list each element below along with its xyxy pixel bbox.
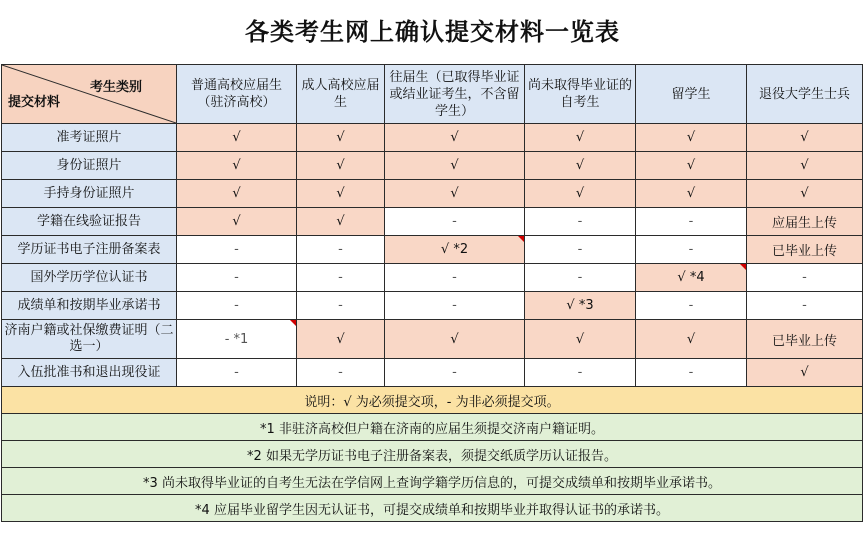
table-cell: √ — [747, 124, 863, 152]
table-cell: - — [385, 292, 525, 320]
table-row — [2, 292, 863, 320]
table-cell: √ — [525, 152, 636, 180]
table-cell: - — [297, 292, 385, 320]
table-cell: - — [385, 264, 525, 292]
row-label: 手持身份证照片 — [2, 180, 177, 208]
table-cell: - — [747, 264, 863, 292]
table-cell: - — [636, 208, 747, 236]
table-row — [2, 359, 863, 387]
table-row — [2, 180, 863, 208]
table-cell: 应届生上传 — [747, 208, 863, 236]
table-cell: √ — [297, 320, 385, 359]
row-label: 入伍批准书和退出现役证 — [2, 359, 177, 387]
table-cell: √ — [385, 124, 525, 152]
table-cell: - — [747, 292, 863, 320]
table-cell: - — [636, 359, 747, 387]
table-cell: - — [525, 359, 636, 387]
table-cell: - — [297, 359, 385, 387]
col-header: 普通高校应届生（驻济高校） — [177, 65, 297, 124]
table-cell: - — [636, 292, 747, 320]
legend-row — [2, 387, 863, 414]
table-cell: √ — [385, 320, 525, 359]
table-row — [2, 320, 863, 359]
row-label: 准考证照片 — [2, 124, 177, 152]
table-cell: √ — [297, 180, 385, 208]
table-cell: √ *3 — [525, 292, 636, 320]
footnote: *3 尚未取得毕业证的自考生无法在学信网上查询学籍学历信息的，可提交成绩单和按期毕业承诺书。 — [2, 468, 863, 495]
table-cell: √ — [636, 180, 747, 208]
row-label: 学籍在线验证报告 — [2, 208, 177, 236]
table-row — [2, 208, 863, 236]
table-cell: - — [177, 264, 297, 292]
table-cell: - — [385, 208, 525, 236]
footnote-row — [2, 495, 863, 522]
col-header: 留学生 — [636, 65, 747, 124]
col-header: 往届生（已取得毕业证或结业证考生，不含留学生） — [385, 65, 525, 124]
table-cell: √ — [177, 208, 297, 236]
corner-cell — [2, 65, 177, 124]
footnote: *4 应届毕业留学生因无认证书，可提交成绩单和按期毕业并取得认证书的承诺书。 — [2, 495, 863, 522]
corner-label-material: 提交材料 — [8, 95, 61, 110]
table-cell: √ — [525, 180, 636, 208]
page-title: 各类考生网上确认提交材料一览表 — [245, 18, 620, 46]
table-cell: √ — [385, 180, 525, 208]
col-header: 成人高校应届生 — [297, 65, 385, 124]
table-cell: √ — [747, 359, 863, 387]
row-label: 国外学历学位认证书 — [2, 264, 177, 292]
table-row — [2, 124, 863, 152]
table-row — [2, 236, 863, 264]
table-cell: √ — [636, 320, 747, 359]
table-cell: √ — [177, 180, 297, 208]
table-cell: √ — [747, 152, 863, 180]
table-cell: √ — [525, 124, 636, 152]
row-label: 济南户籍或社保缴费证明（二选一） — [2, 320, 177, 359]
table-cell: - — [525, 236, 636, 264]
table-cell: - — [525, 264, 636, 292]
table-cell: √ — [177, 124, 297, 152]
header-row — [2, 65, 863, 124]
footnote: *2 如果无学历证书电子注册备案表，须提交纸质学历认证报告。 — [2, 441, 863, 468]
table-cell: √ *2 — [385, 236, 525, 264]
table-cell: - — [177, 236, 297, 264]
table-cell: √ *4 — [636, 264, 747, 292]
table-cell: - — [297, 236, 385, 264]
row-label: 身份证照片 — [2, 152, 177, 180]
col-header: 退役大学生士兵 — [747, 65, 863, 124]
row-label: 学历证书电子注册备案表 — [2, 236, 177, 264]
table-cell: √ — [636, 152, 747, 180]
table-row — [2, 152, 863, 180]
table-cell: √ — [297, 124, 385, 152]
corner-label-category: 考生类别 — [89, 80, 142, 95]
table-cell: √ — [177, 152, 297, 180]
table-row — [2, 264, 863, 292]
legend-text: 说明：√ 为必须提交项，- 为非必须提交项。 — [2, 387, 863, 414]
table-cell: - — [525, 208, 636, 236]
table-cell: √ — [636, 124, 747, 152]
table-cell: - — [385, 359, 525, 387]
table-cell: √ — [747, 180, 863, 208]
materials-table — [1, 64, 863, 522]
footnote-row — [2, 414, 863, 441]
table-cell: √ — [297, 152, 385, 180]
table-cell: - — [177, 292, 297, 320]
table-cell: - — [177, 359, 297, 387]
table-cell: √ — [385, 152, 525, 180]
row-label: 成绩单和按期毕业承诺书 — [2, 292, 177, 320]
footnote-row — [2, 441, 863, 468]
table-cell: √ — [297, 208, 385, 236]
table-cell: - — [636, 236, 747, 264]
table-cell: √ — [525, 320, 636, 359]
table-cell: 已毕业上传 — [747, 236, 863, 264]
col-header: 尚未取得毕业证的自考生 — [525, 65, 636, 124]
table-cell: - — [297, 264, 385, 292]
table-cell: 已毕业上传 — [747, 320, 863, 359]
footnote-row — [2, 468, 863, 495]
footnote: *1 非驻济高校但户籍在济南的应届生须提交济南户籍证明。 — [2, 414, 863, 441]
table-cell: - *1 — [177, 320, 297, 359]
